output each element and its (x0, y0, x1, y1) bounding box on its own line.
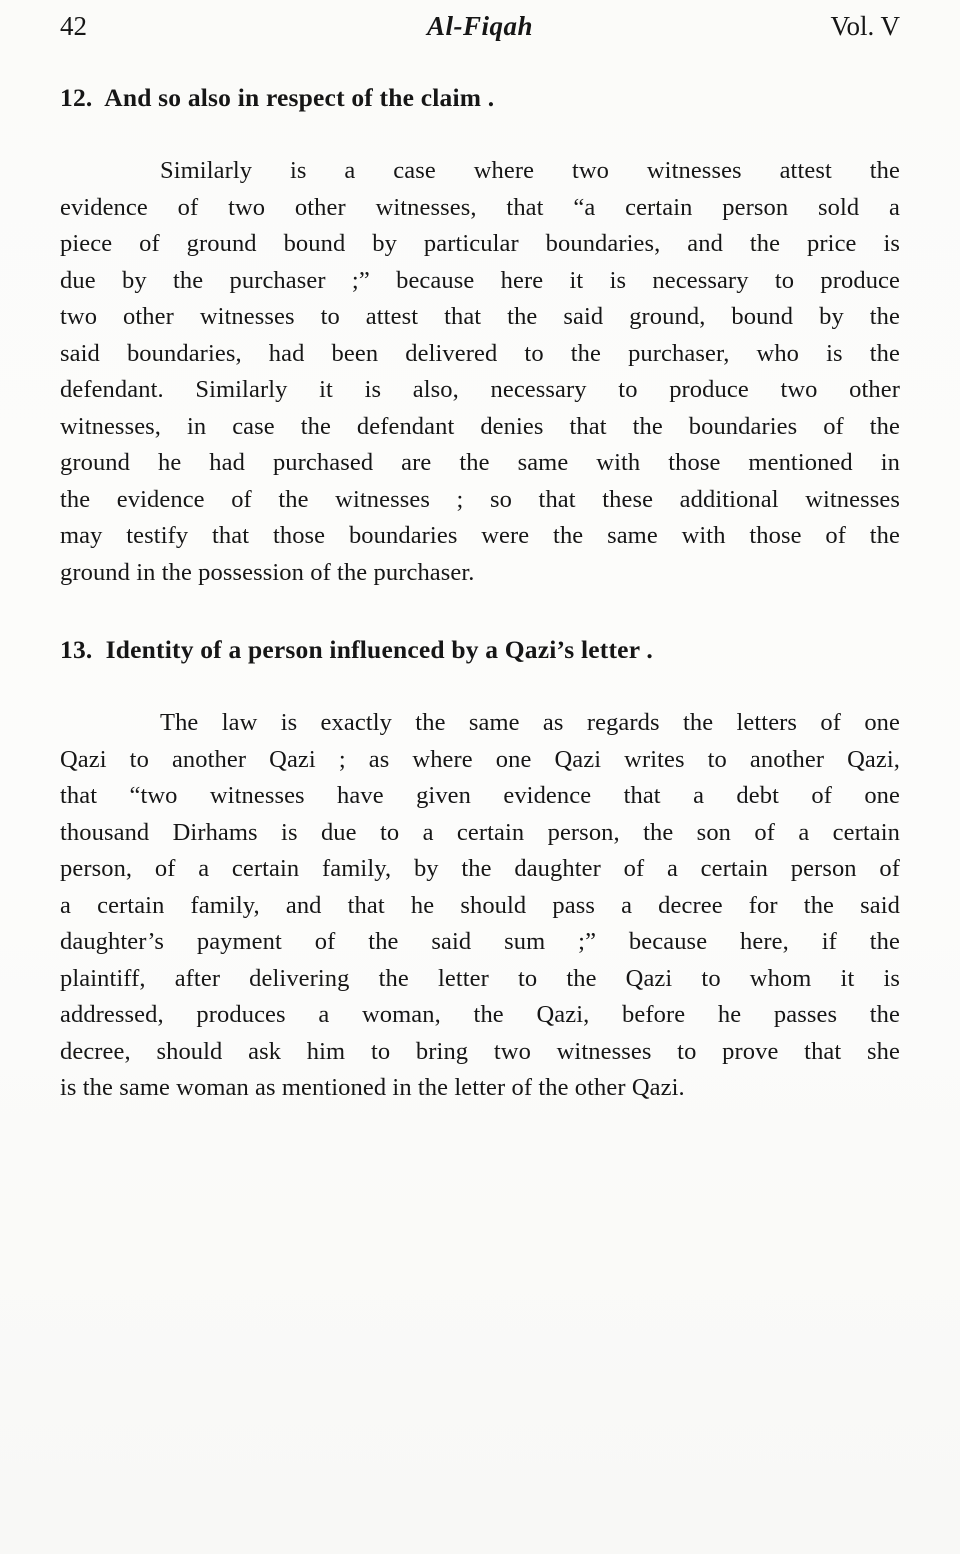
text-line: ground he had purchased are the same with those mentioned in (60, 449, 900, 476)
text-line: daughter’s payment of the said sum ;” because here, if the (60, 928, 900, 955)
text-line: piece of ground bound by particular boundaries, and the price is (60, 230, 900, 257)
text-line: two other witnesses to attest that the said ground, bound by the (60, 303, 900, 330)
running-header (0, 0, 960, 42)
text-line: is the same woman as mentioned in the letter of the other Qazi. (60, 1074, 685, 1101)
section-13-heading: 13. Identity of a person influenced by a Qazi’s letter . (60, 635, 653, 664)
section-13-paragraph (60, 705, 900, 1107)
text-line: due by the purchaser ;” because here it is necessary to produce (60, 266, 900, 294)
text-line: evidence of two other witnesses, that “a certain person sold a (60, 193, 900, 221)
page-number: 42 (60, 11, 87, 41)
text-line: plaintiff, after delivering the letter to the Qazi to whom it is (60, 964, 900, 992)
text-line: addressed, produces a woman, the Qazi, before he passes the (60, 1001, 900, 1028)
volume-label: Vol. V (830, 11, 900, 41)
text-line: decree, should ask him to bring two witnesses to prove that she (60, 1037, 900, 1065)
page-content (0, 83, 960, 1107)
text-line: defendant. Similarly it is also, necessary to produce two other (60, 376, 900, 403)
text-line: Qazi to another Qazi ; as where one Qazi writes to another Qazi, (60, 745, 900, 773)
section-12-heading: 12. And so also in respect of the claim . (60, 83, 495, 112)
text-line: Similarly is a case where two witnesses attest the (160, 157, 900, 184)
book-title: Al-Fiqah (426, 11, 534, 41)
text-line: a certain family, and that he should pass a decree for the said (60, 891, 900, 919)
text-line: person, of a certain family, by the daughter of a certain person of (60, 855, 900, 882)
text-line: witnesses, in case the defendant denies that the boundaries of the (60, 412, 900, 440)
text-line: said boundaries, had been delivered to the purchaser, who is the (60, 339, 900, 367)
text-line: ground in the possession of the purchaser. (60, 558, 475, 586)
text-line: The law is exactly the same as regards the letters of one (160, 709, 900, 736)
text-line: the evidence of the witnesses ; so that these additional witnesses (60, 485, 900, 513)
text-line: may testify that those boundaries were the same with those of the (60, 522, 900, 549)
section-12-paragraph (60, 153, 900, 591)
text-line: thousand Dirhams is due to a certain person, the son of a certain (60, 818, 900, 846)
text-line: that “two witnesses have given evidence that a debt of one (60, 782, 900, 809)
